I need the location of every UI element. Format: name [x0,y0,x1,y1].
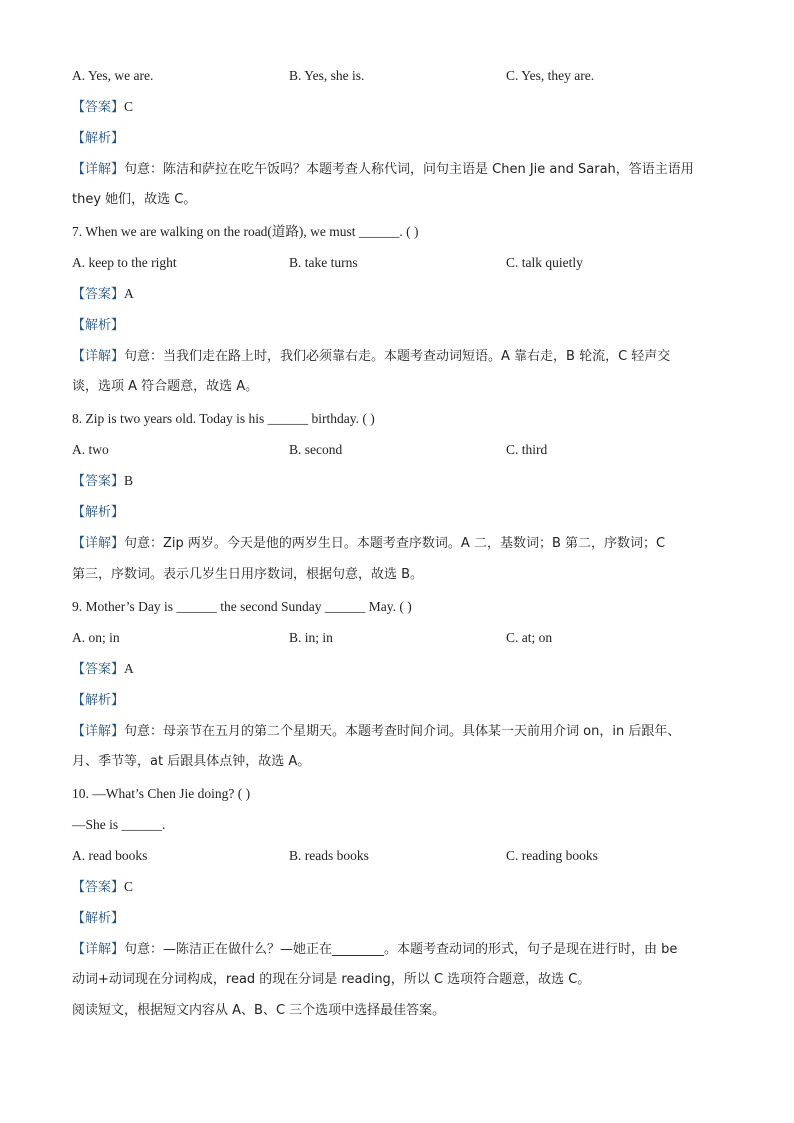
q9-detail-line1: 【详解】句意：母亲节在五月的第二个星期天。本题考查时间介词。具体某一天前用介词 on，in 后跟年、 [72,724,681,739]
q10-analysis-heading [72,909,124,928]
q10-stem-response: —She is ______. [72,817,166,832]
q7-option-b: B. take turns [289,255,358,270]
q10-stem: 10. —What’s Chen Jie doing? ( ) [72,786,251,801]
q8-detail-line2: 第三，序数词。表示几岁生日用序数词，根据句意，故选 B。 [72,567,424,582]
analysis-tag: 【解析】 [72,318,125,333]
detail-tag: 【详解】 [72,942,125,957]
q9-detail-line2: 月、季节等，at 后跟具体点钟，故选 A。 [72,754,311,769]
q10-option-c: C. reading books [506,848,598,863]
answer-tag: 【答案】 [72,474,125,489]
detail-tag: 【详解】 [72,724,125,739]
q9-analysis-heading [72,691,124,710]
q6-answer-value: C [124,99,134,114]
analysis-tag: 【解析】 [72,693,125,708]
q8-analysis-heading [72,503,124,522]
q6-detail-line1: 【详解】句意：陈洁和萨拉在吃午饭吗？本题考查人称代词，问句主语是 Chen Jie and Sarah，答语主语用 [72,162,694,177]
analysis-tag: 【解析】 [72,131,125,146]
q7-option-a: A. keep to the right [72,255,177,270]
q8-answer-value: B [124,473,134,488]
q8-stem: 8. Zip is two years old. Today is his ______ birthday. ( ) [72,411,375,426]
q9-answer-value: A [124,661,134,676]
q7-answer [72,285,134,304]
q6-option-a: A. Yes, we are. [72,68,154,83]
q8-option-c: C. third [506,442,548,457]
q10-detail-line1: 【详解】句意：—陈洁正在做什么？—她正在________。本题考查动词的形式，句子是现在进行时，由 be [72,942,678,957]
q7-detail-line2: 谈，选项 A 符合题意，故选 A。 [72,379,259,394]
analysis-tag: 【解析】 [72,505,125,520]
q8-option-a: A. two [72,442,109,457]
detail-tag: 【详解】 [72,349,125,364]
q7-detail-line1: 【详解】句意：当我们走在路上时，我们必须靠右走。本题考查动词短语。A 靠右走，B 轮流，C 轻声交 [72,349,671,364]
q9-option-b: B. in; in [289,630,333,645]
reading-section-instruction: 阅读短文，根据短文内容从 A、B、C 三个选项中选择最佳答案。 [72,1003,446,1018]
q9-stem: 9. Mother’s Day is ______ the second Sunday ______ May. ( ) [72,599,412,614]
q10-option-b: B. reads books [289,848,369,863]
q10-answer-value: C [124,879,134,894]
q9-option-c: C. at; on [506,630,553,645]
q7-stem: 7. When we are walking on the road(道路), we must ______. ( ) [72,224,419,239]
answer-tag: 【答案】 [72,100,125,115]
q10-answer [72,878,133,897]
q6-option-c: C. Yes, they are. [506,68,595,83]
q6-analysis-heading [72,129,124,148]
q7-analysis-heading [72,316,124,335]
q9-option-a: A. on; in [72,630,120,645]
answer-tag: 【答案】 [72,662,125,677]
detail-tag: 【详解】 [72,536,125,551]
q6-option-b: B. Yes, she is. [289,68,365,83]
q10-option-a: A. read books [72,848,148,863]
q7-answer-value: A [124,286,134,301]
answer-tag: 【答案】 [72,287,125,302]
detail-tag: 【详解】 [72,162,125,177]
q8-detail-line1: 【详解】句意：Zip 两岁。今天是他的两岁生日。本题考查序数词。A 二，基数词；B 第二，序数词；C [72,536,666,551]
answer-tag: 【答案】 [72,880,125,895]
analysis-tag: 【解析】 [72,911,125,926]
q10-detail-line2: 动词+动词现在分词构成，read 的现在分词是 reading，所以 C 选项符合题意，故选 C。 [72,972,591,987]
q7-option-c: C. talk quietly [506,255,583,270]
q6-detail-line2: they 她们，故选 C。 [72,192,197,207]
q8-answer [72,472,133,491]
q6-answer [72,98,133,117]
q8-option-b: B. second [289,442,343,457]
q9-answer [72,660,134,679]
